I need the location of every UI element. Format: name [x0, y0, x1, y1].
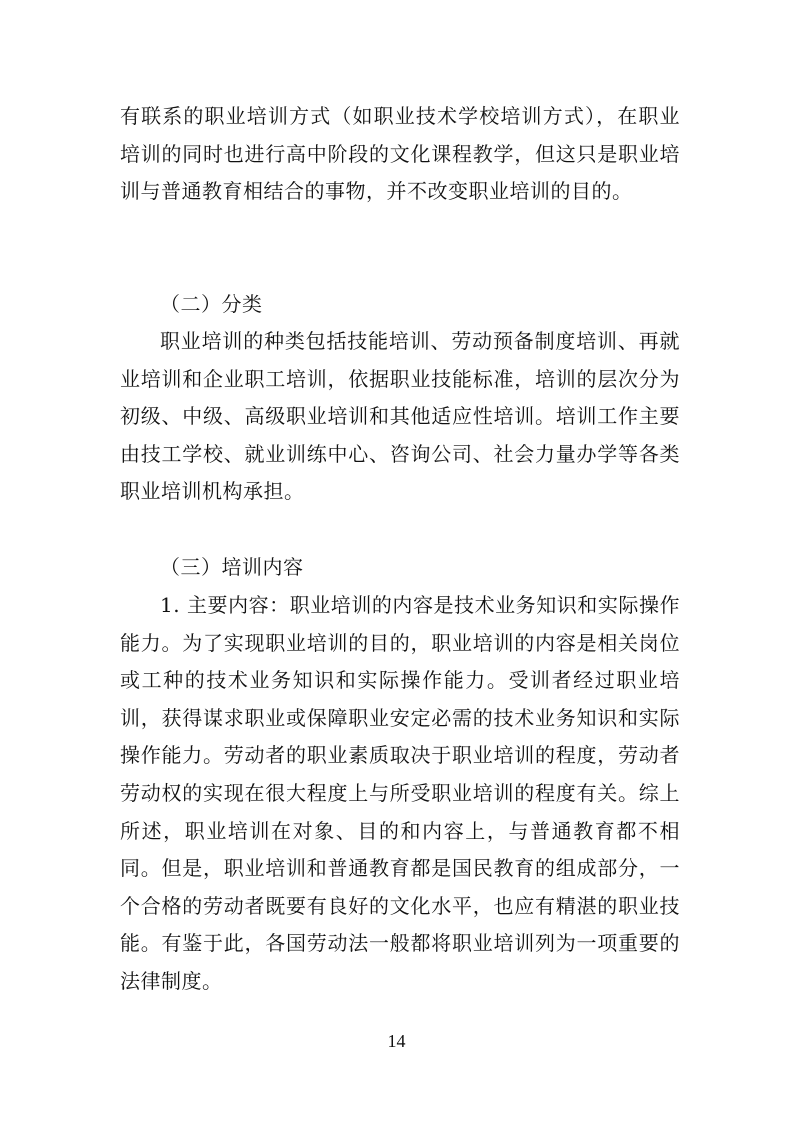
training-content-paragraph: 1. 主要内容：职业培训的内容是技术业务知识和实际操作能力。为了实现职业培训的目的，职业培训的内容是相关岗位或工种的技术业务知识和实际操作能力。受训者经过职业培训，获得谋求职业或保障职业安定必需的技术业务知识和实际操作能力。劳动者的职业素质取决于职业培训的程度，劳动者劳动权的实现在很大程度上与所受职业培训的程度有关。综上所述，职业培训在对象、目的和内容上，与普通教育都不相同。但是，职业培训和普通教育都是国民教育的组成部分，一个合格的劳动者既要有良好的文化水平，也应有精湛的职业技能。有鉴于此，各国劳动法一般都将职业培训列为一项重要的法律制度。	[120, 593, 680, 993]
page-number: 14	[387, 1031, 406, 1051]
section-heading-training-content: （三）培训内容	[160, 555, 304, 579]
continuation-paragraph: 有联系的职业培训方式（如职业技术学校培训方式），在职业培训的同时也进行高中阶段的文化课程教学，但这只是职业培训与普通教育相结合的事物，并不改变职业培训的目的。	[120, 104, 680, 204]
classification-paragraph: 职业培训的种类包括技能培训、劳动预备制度培训、再就业培训和企业职工培训，依据职业技能标准，培训的层次分为初级、中级、高级职业培训和其他适应性培训。培训工作主要由技工学校、就业训练中心、咨询公司、社会力量办学等各类职业培训机构承担。	[120, 329, 680, 504]
section-heading-classification: （二）分类	[160, 292, 263, 316]
